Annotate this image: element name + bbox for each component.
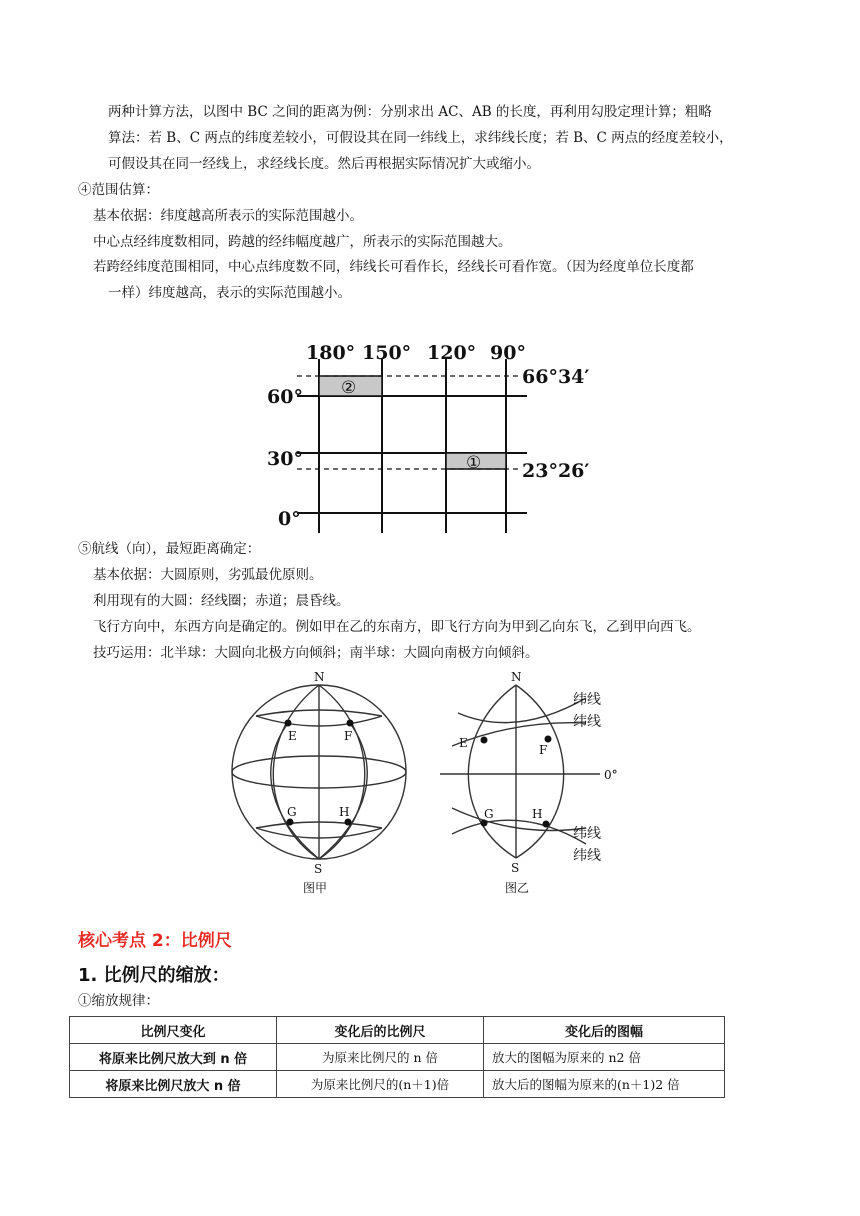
box-label-1: ①: [466, 453, 482, 473]
table-row: [70, 1044, 725, 1071]
lat-line-label: 纬线: [573, 692, 601, 708]
rule-label: ①缩放规律：: [78, 993, 159, 1009]
lon-label-150: 150°: [362, 342, 412, 364]
table-header: 比例尺变化: [70, 1017, 277, 1044]
section-line: 基本依据：纬度越高所表示的实际范围越小。: [93, 208, 363, 224]
table-header: 变化后的比例尺: [277, 1017, 484, 1044]
globe-right-f: F: [539, 743, 548, 757]
table-cell: 为原来比例尺的 n 倍: [277, 1044, 484, 1071]
table-cell: 放大的图幅为原来的 n2 倍: [484, 1044, 725, 1071]
globe-left-f: F: [344, 729, 353, 743]
table-header-row: [70, 1017, 725, 1044]
globe-right-equator-label: 0°: [604, 768, 618, 782]
section-line: 中心点经纬度数相同，跨越的经纬幅度越广，所表示的实际范围越大。: [93, 234, 512, 250]
lat-label-60: 60°: [267, 386, 303, 408]
paragraph-line: 可假设其在同一经线上，求经线长度。然后再根据实际情况扩大或缩小。: [108, 156, 540, 172]
section-line: 基本依据：大圆原则，劣弧最优原则。: [93, 567, 323, 583]
section-line: 技巧运用：北半球：大圆向北极方向倾斜；南半球：大圆向南极方向倾斜。: [93, 645, 539, 661]
section-line: 利用现有的大圆：经线圈；赤道；晨昏线。: [93, 593, 350, 609]
table-cell: 为原来比例尺的(n＋1)倍: [277, 1071, 484, 1098]
globe-left-g: G: [287, 805, 297, 819]
box-label-2: ②: [341, 378, 357, 398]
lat-label-30: 30°: [267, 448, 303, 470]
globe-left-e: E: [288, 729, 297, 743]
lon-label-180: 180°: [306, 342, 356, 364]
dashed-label-arctic: 66°34′: [522, 366, 590, 388]
globe-right-caption: 图乙: [505, 881, 530, 895]
lat-line-label: 纬线: [573, 848, 601, 864]
section-line: 一样）纬度越高，表示的实际范围越小。: [108, 285, 351, 301]
globe-right-s: S: [511, 861, 520, 875]
lat-line-label: 纬线: [573, 826, 601, 842]
core-point-title: 核心考点 2：比例尺: [78, 931, 232, 951]
lat-label-0: 0°: [278, 508, 301, 530]
table-cell: 将原来比例尺放大到 n 倍: [70, 1044, 277, 1071]
section-line: 飞行方向中，东西方向是确定的。例如甲在乙的东南方，即飞行方向为甲到乙向东飞，乙到甲向西飞。: [93, 619, 701, 635]
table-header: 变化后的图幅: [484, 1017, 725, 1044]
paragraph-line: 算法：若 B、C 两点的纬度差较小，可假设其在同一纬线上，求纬线长度；若 B、C 两点的经度差较小，: [108, 130, 733, 146]
subheading: 1. 比例尺的缩放：: [78, 965, 230, 986]
paragraph-line: 两种计算方法，以图中 BC 之间的距离为例：分别求出 AC、AB 的长度，再利用勾股定理计算；粗略: [108, 104, 712, 120]
lat-line-label: 纬线: [573, 714, 601, 730]
latlon-grid-figure: [0, 337, 860, 537]
globe-right-e: E: [459, 736, 468, 750]
globe-right-h: H: [532, 807, 543, 821]
section-title: ④范围估算：: [78, 182, 159, 198]
globe-right-n: N: [511, 670, 522, 684]
globe-left-caption: 图甲: [303, 881, 328, 895]
lon-label-120: 120°: [427, 342, 477, 364]
dashed-label-tropic: 23°26′: [522, 460, 590, 482]
globe-right-g: G: [484, 807, 494, 821]
globe-left-s: S: [314, 862, 323, 876]
globe-left-h: H: [339, 805, 350, 819]
section-title: ⑤航线（向），最短距离确定：: [78, 541, 261, 557]
table-cell: 将原来比例尺放大 n 倍: [70, 1071, 277, 1098]
globe-figure: [0, 668, 860, 898]
scale-table: [69, 1016, 725, 1098]
lon-label-90: 90°: [490, 342, 526, 364]
section-line: 若跨经纬度范围相同，中心点纬度数不同，纬线长可看作长，经线长可看作宽。（因为经度单位长度都: [93, 259, 694, 275]
globe-left-n: N: [314, 670, 325, 684]
table-row: [70, 1071, 725, 1098]
table-cell: 放大后的图幅为原来的(n＋1)2 倍: [484, 1071, 725, 1098]
